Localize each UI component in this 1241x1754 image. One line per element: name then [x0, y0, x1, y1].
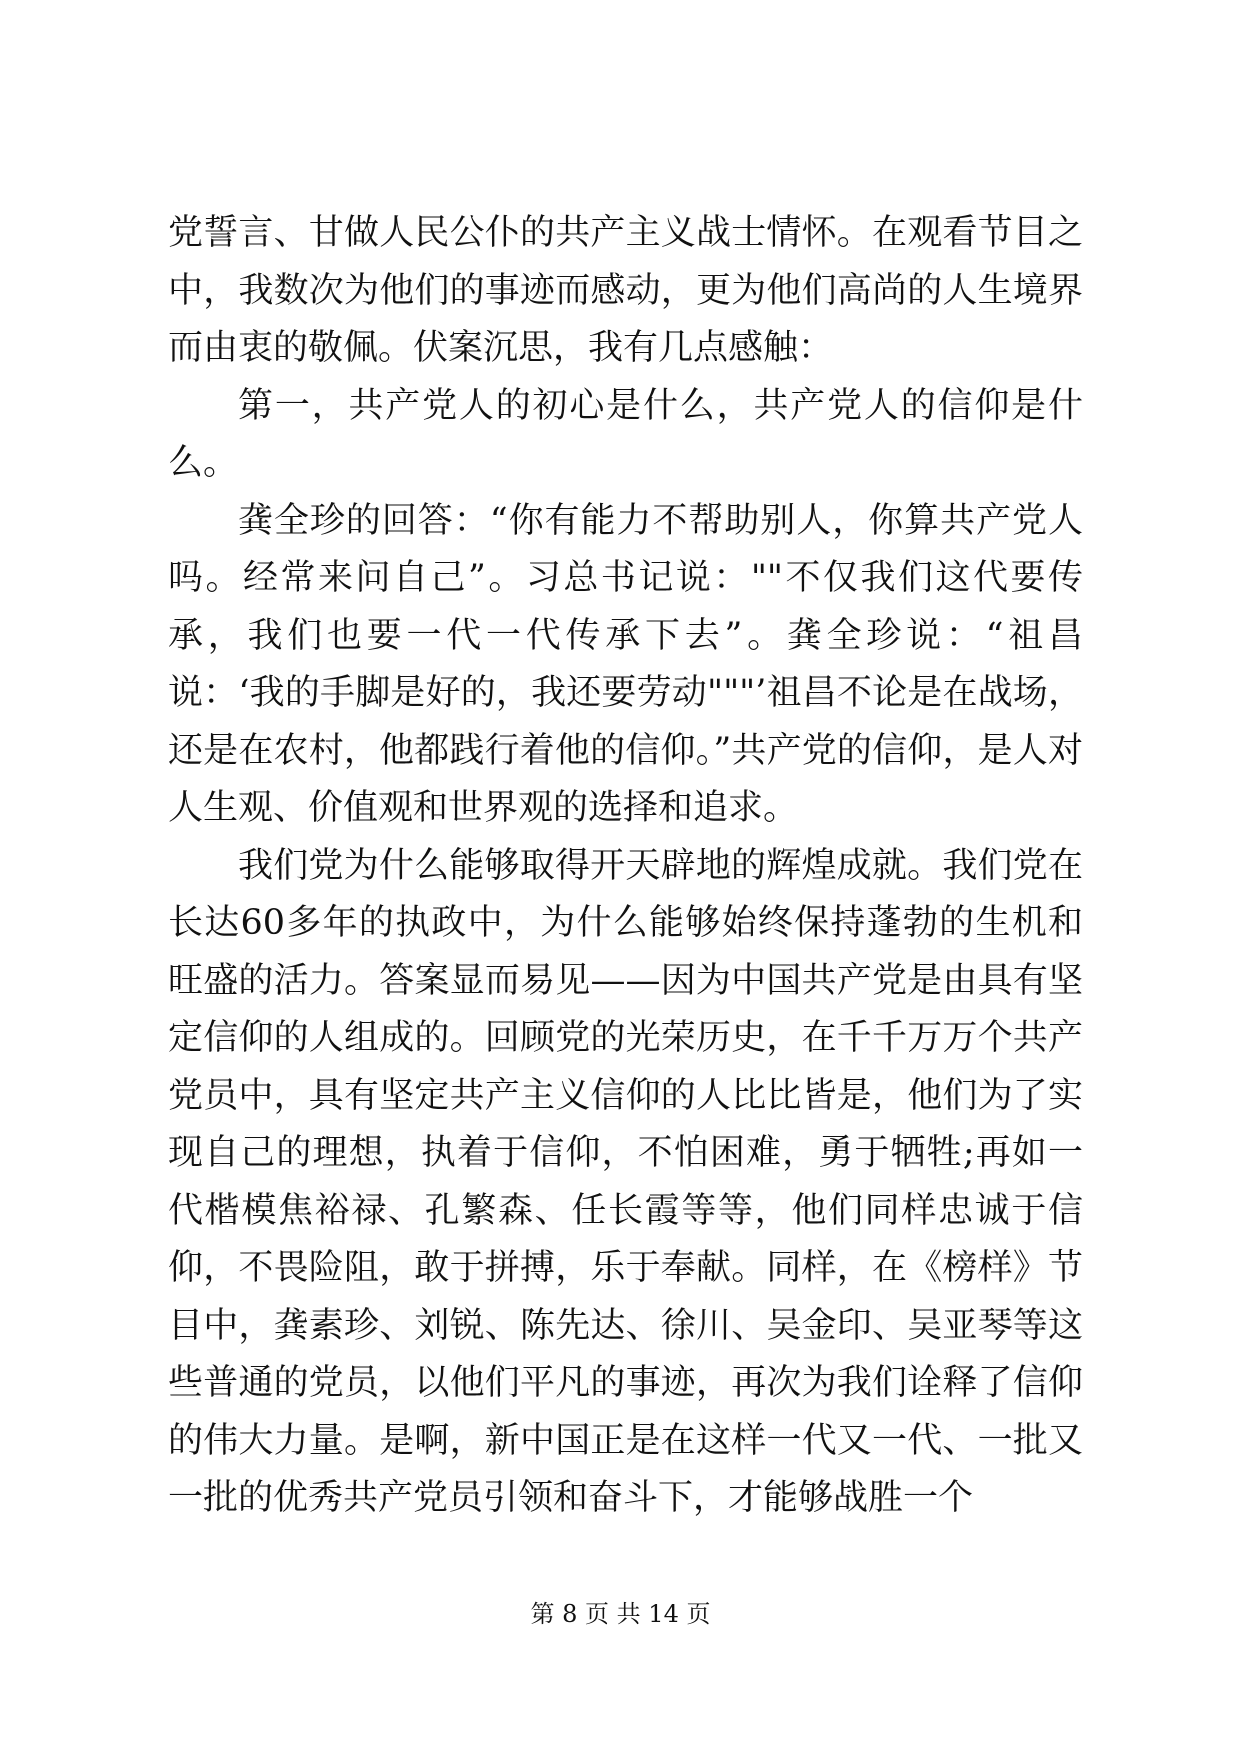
paragraph-quote: 龚全珍的回答：“你有能力不帮助别人，你算共产党人吗。经常来问自己”。习总书记说：""不仅我们这代要传承，我们也要一代一代传承下去”。龚全珍说：“祖昌说：‘我的手脚是好的，我还要劳动"""’祖昌不论是在战场，还是在农村，他都践行着他的信仰。”共产党的信仰，是人对人生观、价值观和世界观的选择和追求。	[168, 500, 1083, 828]
paragraph-party-faith: 我们党为什么能够取得开天辟地的辉煌成就。我们党在长达60多年的执政中，为什么能够始终保持蓬勃的生机和旺盛的活力。答案显而易见——因为中国共产党是由具有坚定信仰的人组成的。回顾党的光荣历史，在千千万万个共产党员中，具有坚定共产主义信仰的人比比皆是，他们为了实现自己的理想，执着于信仰，不怕困难，勇于牺牲;再如一代楷模焦裕禄、孔繁森、任长霞等等，他们同样忠诚于信仰，不畏险阻，敢于拼搏，乐于奉献。同样，在《榜样》节目中，龚素珍、刘锐、陈先达、徐川、吴金印、吴亚琴等这些普通的党员，以他们平凡的事迹，再次为我们诠释了信仰的伟大力量。是啊，新中国正是在这样一代又一代、一批又一批的优秀共产党员引领和奋斗下，才能够战胜一个	[168, 845, 1083, 1518]
page-number-footer: 第 8 页 共 14 页	[530, 1600, 711, 1628]
body-text	[168, 205, 1083, 1528]
paragraph-heading-first-point: 第一，共产党人的初心是什么，共产党人的信仰是什么。	[168, 385, 1083, 483]
paragraph-continuation: 党誓言、甘做人民公仆的共产主义战士情怀。在观看节目之中，我数次为他们的事迹而感动，更为他们高尚的人生境界而由衷的敬佩。伏案沉思，我有几点感触：	[168, 213, 1083, 368]
